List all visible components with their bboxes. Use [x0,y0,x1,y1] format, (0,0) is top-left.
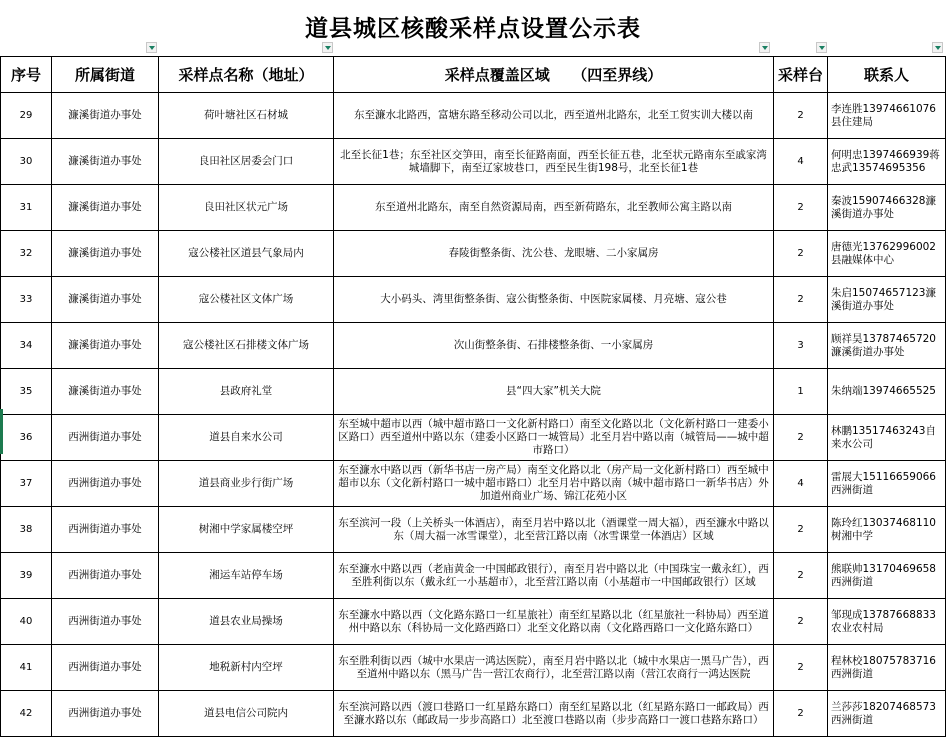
cell-site[interactable]: 道县电信公司院内 [159,691,334,737]
table-row [1,369,946,415]
cell-site[interactable]: 湘运车站停车场 [159,553,334,599]
cell-coverage[interactable]: 次山街整条街、石排楼整条街、一小家属房 [334,323,774,369]
cell-coverage[interactable]: 东至道州北路东，南至自然资源局南，西至新荷路东，北至教师公寓主路以南 [334,185,774,231]
cell-contact[interactable]: 李连胜13974661076县住建局 [828,93,946,139]
cell-site[interactable]: 良田社区居委会门口 [159,139,334,185]
cell-seq[interactable]: 39 [1,553,52,599]
cell-seq[interactable]: 40 [1,599,52,645]
cell-coverage[interactable]: 北至长征1巷；东至社区交笋田，南至长征路南面，西至长征五巷，北至状元路南东至戚家湾城墙脚下，南至辽家坡巷口，西至民生街198号，北至长征1巷 [334,139,774,185]
cell-site[interactable]: 地税新村内空坪 [159,645,334,691]
header-coverage[interactable]: 采样点覆盖区域 （四至界线） [334,57,774,93]
cell-street[interactable]: 西洲街道办事处 [52,691,159,737]
cell-coverage[interactable]: 春陵街整条街、沈公巷、龙眼塘、二小家属房 [334,231,774,277]
cell-seq[interactable]: 36 [1,415,52,461]
cell-tables[interactable]: 2 [774,645,828,691]
cell-seq[interactable]: 42 [1,691,52,737]
table-row [1,93,946,139]
cell-coverage[interactable]: 东至胜利街以西（城中水果店一鸿达医院），南至月岩中路以北（城中水果店一黑马广告），西至道州中路以东（黑马广告一营江农商行），北至营江路以南（营江农商行一鸿达医院 [334,645,774,691]
sampling-sites-table [0,56,946,737]
filter-dropdown-icon[interactable] [146,42,157,53]
cell-seq[interactable]: 30 [1,139,52,185]
cell-street[interactable]: 濂溪街道办事处 [52,185,159,231]
cell-tables[interactable]: 2 [774,93,828,139]
cell-site[interactable]: 县政府礼堂 [159,369,334,415]
header-contact[interactable]: 联系人 [828,57,946,93]
cell-site[interactable]: 良田社区状元广场 [159,185,334,231]
table-row [1,553,946,599]
cell-street[interactable]: 西洲街道办事处 [52,507,159,553]
cell-tables[interactable]: 2 [774,507,828,553]
cell-tables[interactable]: 2 [774,277,828,323]
table-row [1,691,946,737]
cell-contact[interactable]: 熊联帅13170469658西洲街道 [828,553,946,599]
cell-seq[interactable]: 33 [1,277,52,323]
cell-contact[interactable]: 何明忠1397466939蒋忠武13574695356 [828,139,946,185]
cell-coverage[interactable]: 东至滨河一段（上关桥头一体酒店），南至月岩中路以北（酒课堂一周大福），西至濂水中路以东（周大福一冰雪课堂），北至营江路以南（冰雪课堂一体酒店）区域 [334,507,774,553]
cell-seq[interactable]: 38 [1,507,52,553]
cell-contact[interactable]: 邹现成13787668833农业农村局 [828,599,946,645]
table-row [1,645,946,691]
cell-site[interactable]: 道县农业局操场 [159,599,334,645]
table-row [1,139,946,185]
cell-tables[interactable]: 1 [774,369,828,415]
cell-seq[interactable]: 29 [1,93,52,139]
table-row [1,507,946,553]
cell-street[interactable]: 西洲街道办事处 [52,461,159,507]
table-row [1,277,946,323]
cell-street[interactable]: 濂溪街道办事处 [52,323,159,369]
cell-tables[interactable]: 2 [774,553,828,599]
filter-dropdown-icon[interactable] [816,42,827,53]
header-street[interactable]: 所属街道 [52,57,159,93]
cell-site[interactable]: 寇公楼社区文体广场 [159,277,334,323]
cell-coverage[interactable]: 东至濂水北路西，富塘东路至移动公司以北，西至道州北路东，北至工贸实训大楼以南 [334,93,774,139]
cell-coverage[interactable]: 东至濂水中路以西（新华书店一房产局）南至文化路以北（房产局一文化新村路口）西至城中超市以东（文化新村路口一城中超市路口）北至月岩中路以南（城中超市路口一新华书店）外加道州商业广场、锦江花苑小区 [334,461,774,507]
cell-tables[interactable]: 2 [774,599,828,645]
cell-tables[interactable]: 4 [774,461,828,507]
cell-contact[interactable]: 秦波15907466328濂溪街道办事处 [828,185,946,231]
cell-street[interactable]: 西洲街道办事处 [52,599,159,645]
cell-tables[interactable]: 3 [774,323,828,369]
cell-site[interactable]: 道县商业步行街广场 [159,461,334,507]
cell-site[interactable]: 寇公楼社区道县气象局内 [159,231,334,277]
table-row [1,599,946,645]
cell-coverage[interactable]: 东至滨河路以西（渡口巷路口一红星路东路口）南至红星路以北（红星路东路口一邮政局）西至濂水路以东（邮政局一步步高路口）北至渡口巷路以南（步步高路口一渡口巷路东路口） [334,691,774,737]
cell-street[interactable]: 濂溪街道办事处 [52,93,159,139]
cell-street[interactable]: 西洲街道办事处 [52,415,159,461]
filter-dropdown-icon[interactable] [932,42,943,53]
cell-tables[interactable]: 2 [774,415,828,461]
cell-street[interactable]: 西洲街道办事处 [52,645,159,691]
cell-seq[interactable]: 37 [1,461,52,507]
page-title: 道县城区核酸采样点设置公示表 [305,16,641,42]
cell-street[interactable]: 濂溪街道办事处 [52,231,159,277]
filter-dropdown-icon[interactable] [759,42,770,53]
cell-contact[interactable]: 程林校18075783716西洲街道 [828,645,946,691]
cell-contact[interactable]: 陈玲红13037468110树湘中学 [828,507,946,553]
cell-contact[interactable]: 唐德光13762996002县融媒体中心 [828,231,946,277]
cell-seq[interactable]: 31 [1,185,52,231]
table-row [1,323,946,369]
cell-seq[interactable]: 32 [1,231,52,277]
cell-street[interactable]: 濂溪街道办事处 [52,139,159,185]
row-selection-marker [0,409,3,454]
cell-contact[interactable]: 雷展大15116659066西洲街道 [828,461,946,507]
cell-coverage[interactable]: 大小码头、湾里街整条街、寇公街整条街、中医院家属楼、月亮塘、寇公巷 [334,277,774,323]
filter-dropdown-icon[interactable] [322,42,333,53]
cell-tables[interactable]: 2 [774,691,828,737]
table-header-row [1,57,946,93]
cell-tables[interactable]: 2 [774,231,828,277]
cell-tables[interactable]: 4 [774,139,828,185]
cell-coverage[interactable]: 县“四大家”机关大院 [334,369,774,415]
table-row [1,185,946,231]
cell-contact[interactable]: 朱纳端13974665525 [828,369,946,415]
cell-street[interactable]: 濂溪街道办事处 [52,277,159,323]
cell-coverage[interactable]: 东至濂水中路以西（老庙黄金一中国邮政银行），南至月岩中路以北（中国珠宝一戴永红），西至胜利街以东（戴永红一小基超市），北至营江路以南（小基超市一中国邮政银行）区域 [334,553,774,599]
cell-seq[interactable]: 35 [1,369,52,415]
cell-contact[interactable]: 林鹏13517463243自来水公司 [828,415,946,461]
table-row [1,461,946,507]
cell-seq[interactable]: 34 [1,323,52,369]
header-tables[interactable]: 采样台 [774,57,828,93]
cell-contact[interactable]: 顾祥昊13787465720濂溪街道办事处 [828,323,946,369]
cell-street[interactable]: 西洲街道办事处 [52,553,159,599]
cell-site[interactable]: 道县自来水公司 [159,415,334,461]
cell-contact[interactable]: 兰莎莎18207468573西洲街道 [828,691,946,737]
cell-site[interactable]: 寇公楼社区石排楼文体广场 [159,323,334,369]
cell-contact[interactable]: 朱启15074657123濂溪街道办事处 [828,277,946,323]
cell-tables[interactable]: 2 [774,185,828,231]
cell-coverage[interactable]: 东至濂水中路以西（文化路东路口一红星旅社）南至红星路以北（红星旅社一科协局）西至道州中路以东（科协局一文化路西路口）北至文化路以南（文化路西路口一文化路东路口） [334,599,774,645]
header-site[interactable]: 采样点名称（地址） [159,57,334,93]
cell-seq[interactable]: 41 [1,645,52,691]
header-seq[interactable]: 序号 [1,57,52,93]
title-row [0,0,946,57]
table-row [1,415,946,461]
cell-coverage[interactable]: 东至城中超市以西（城中超市路口一文化新村路口）南至文化路以北（文化新村路口一建委小区路口）西至道州中路以东（建委小区路口一城管局）北至月岩中路以南（城管局——城中超市路口） [334,415,774,461]
cell-street[interactable]: 濂溪街道办事处 [52,369,159,415]
table-row [1,231,946,277]
cell-site[interactable]: 荷叶塘社区石材城 [159,93,334,139]
cell-site[interactable]: 树湘中学家属楼空坪 [159,507,334,553]
